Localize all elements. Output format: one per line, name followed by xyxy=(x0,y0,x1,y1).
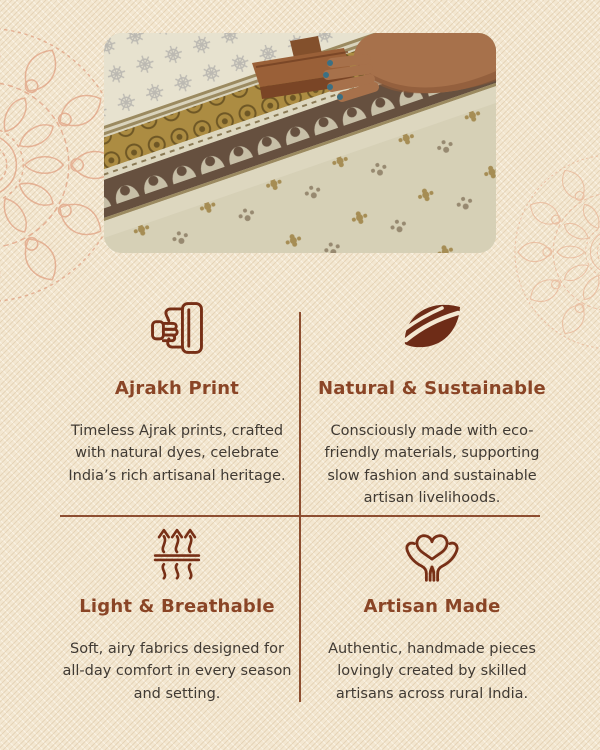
feature-title: Natural & Sustainable xyxy=(318,378,546,399)
feature-light-breathable xyxy=(57,522,297,705)
leaf-icon xyxy=(400,298,464,366)
feature-description: Soft, airy fabrics designed for all-day comfort in every season and setting. xyxy=(62,640,292,702)
hands-heart-icon xyxy=(402,522,462,586)
feature-description: Consciously made with eco-friendly materials, supporting slow fashion and sustainable artisan livelihoods. xyxy=(324,422,540,506)
breathability-arrows-icon xyxy=(149,522,205,586)
feature-artisan-made xyxy=(312,522,552,705)
feature-title: Light & Breathable xyxy=(79,596,275,617)
feature-ajrakh-print xyxy=(57,298,297,487)
hero-photo-block-printing xyxy=(104,33,496,253)
feature-description: Timeless Ajrak prints, crafted with natural dyes, celebrate India’s rich artisanal heritage. xyxy=(68,422,286,484)
feature-title: Artisan Made xyxy=(363,596,501,617)
feature-description: Authentic, handmade pieces lovingly created by skilled artisans across rural India. xyxy=(328,640,536,702)
feature-title: Ajrakh Print xyxy=(114,378,240,399)
horizontal-divider xyxy=(60,515,540,517)
feature-natural-sustainable xyxy=(312,298,552,509)
vertical-divider xyxy=(299,312,301,702)
block-print-stamp-icon xyxy=(148,298,206,366)
